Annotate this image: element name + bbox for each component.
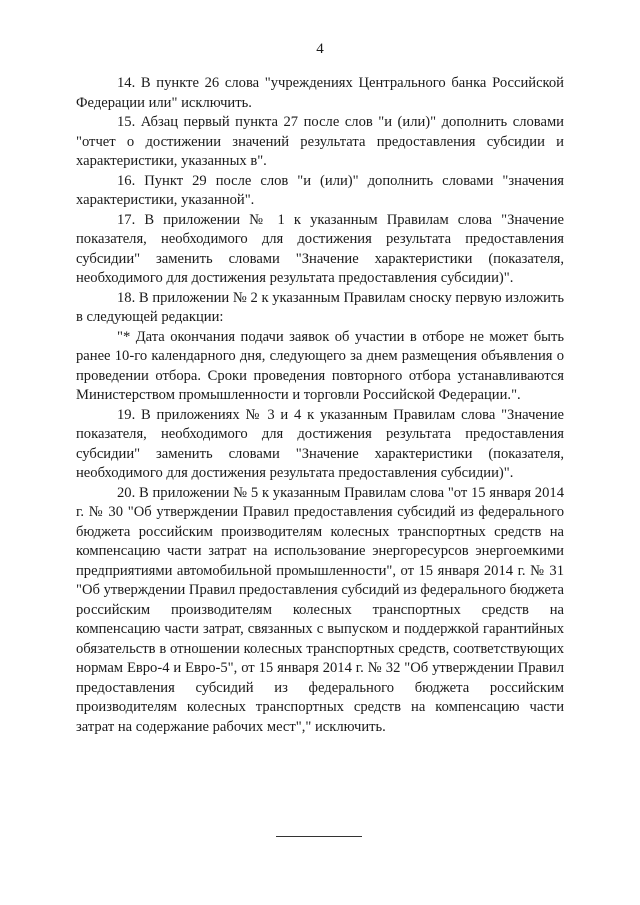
paragraph-15: 15. Абзац первый пункта 27 после слов "и (или)" дополнить словами "отчет о достижении значений результата предоставления субсидии и характеристики, указанных в".: [76, 114, 564, 169]
paragraph-20: 20. В приложении № 5 к указанным Правилам слова "от 15 января 2014 г. № 30 "Об утверждении Правил предоставления субсидий из федерального бюджета российским производителям колесных транспортных средств на компенсацию части затрат на использование энергоресурсов энергоемкими предприятиями автомобильной промышленности", от 15 января 2014 г. № 31 "Об утверждении Правил предоставления субсидий из федерального бюджета российским производителям колесных транспортных средств на компенсацию части затрат, связанных с выпуском и поддержкой гарантийных обязательств в отношении колесных транспортных средств, соответствующих нормам Евро-4 и Евро-5", от 15 января 2014 г. № 32 "Об утверждении Правил предоставления субсидий из федерального бюджета российским производителям колесных транспортных средств на компенсацию части затрат на содержание рабочих мест"," исключить.: [76, 484, 564, 735]
paragraph-14: 14. В пункте 26 слова "учреждениях Центрального банка Российской Федерации или" исключить.: [76, 75, 564, 111]
footer-rule: [276, 836, 362, 837]
paragraph-16: 16. Пункт 29 после слов "и (или)" дополнить словами "значения характеристики, указанной".: [76, 172, 564, 208]
paragraph-17: 17. В приложении № 1 к указанным Правилам слова "Значение показателя, необходимого для достижения результата предоставления субсидии" заменить словами "Значение характеристики (показателя, необходимого для достижения результата предоставления субсидии)".: [76, 211, 564, 286]
document-body: [76, 74, 564, 737]
paragraph-18: 18. В приложении № 2 к указанным Правилам сноску первую изложить в следующей редакции:: [76, 289, 564, 325]
paragraph-19: 19. В приложениях № 3 и 4 к указанным Правилам слова "Значение показателя, необходимого для достижения результата предоставления субсидии" заменить словами "Значение характеристики (показателя, необходимого для достижения результата предоставления субсидии)".: [76, 406, 564, 481]
paragraph-footnote-quote: "* Дата окончания подачи заявок об участии в отборе не может быть ранее 10-го календарного дня, следующего за днем размещения объявления о проведении отбора. Сроки проведения повторного отбора устанавливаются Министерством промышленности и торговли Российской Федерации.".: [76, 328, 564, 403]
page-number: 4: [316, 41, 324, 57]
